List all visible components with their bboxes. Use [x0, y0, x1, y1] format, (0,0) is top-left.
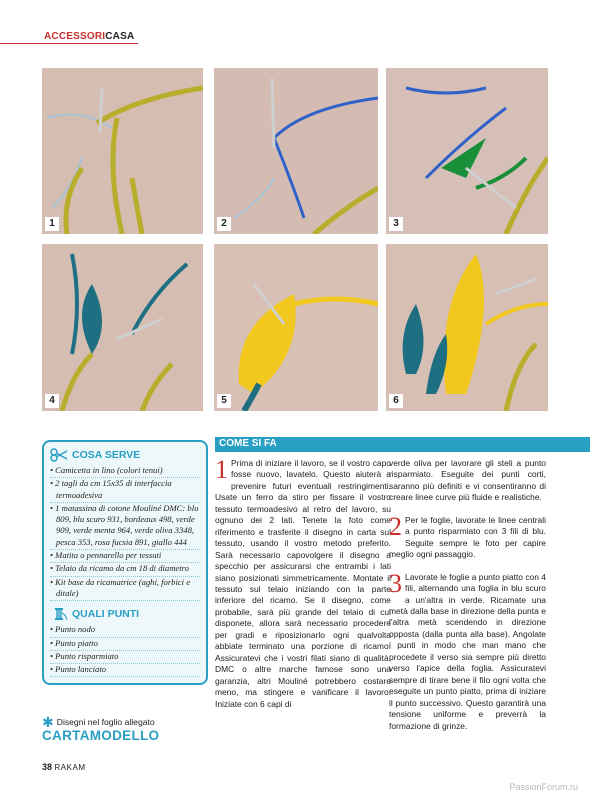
- photo-2-illustration: [214, 68, 378, 234]
- step-1-continued: verde oliva per lavorare gli steli a punto risparmiato. Eseguite dei punti corti, saranno più definiti e vi consentiranno di creare linee curve più fluide e realistiche.: [389, 458, 546, 503]
- photo-number: 6: [389, 394, 403, 408]
- materials-title: [50, 448, 200, 462]
- step-photo-2: [214, 68, 378, 234]
- section-name-b: CASA: [105, 31, 135, 42]
- stitches-list: [50, 624, 200, 677]
- list-item: • Telaio da ricamo da cm 18 di diametro: [50, 563, 200, 576]
- photo-number: 2: [217, 217, 231, 231]
- pattern-note: [42, 714, 212, 743]
- asterisk-icon: ✱: [42, 714, 54, 730]
- step-number: 2: [389, 511, 402, 541]
- thread-spool-icon: [50, 607, 68, 621]
- step-2: [389, 511, 546, 561]
- step-photo-1: [42, 68, 203, 234]
- how-to-title: COME SI FA: [219, 438, 277, 449]
- step-number: 1: [215, 455, 228, 484]
- pattern-title: CARTAMODELLO: [42, 728, 160, 743]
- list-item: • Matita o pennarello per tessuti: [50, 550, 200, 563]
- photo-number: 4: [45, 394, 59, 408]
- list-item: • Camicetta in lino (colori tenui): [50, 465, 200, 478]
- stitches-title: [50, 607, 200, 621]
- materials-sidebar: [42, 440, 208, 685]
- photo-number: 5: [217, 394, 231, 408]
- list-item: • Punto lanciato: [50, 664, 200, 677]
- step-1: [215, 455, 391, 710]
- photo-number: 1: [45, 217, 59, 231]
- photo-number: 3: [389, 217, 403, 231]
- photo-5-illustration: [214, 244, 378, 411]
- header-rule: [0, 43, 138, 44]
- step-photo-6: [386, 244, 548, 411]
- pattern-line: [42, 714, 212, 730]
- step-photo-4: [42, 244, 203, 411]
- list-item: • Punto piatto: [50, 638, 200, 651]
- section-name-a: ACCESSORI: [44, 31, 106, 42]
- page-header: [0, 28, 590, 48]
- page-number: 38: [42, 762, 53, 772]
- step-3-text: Lavorate le foglie a punto piatto con 4 fili, alternando una foglia in blu scuro a un'altra in verde. Ricamate una metà dalla base in direzione della punta e l'altra metà scendendo in direzione opposta (dalla punta alla base). Angolate i punti in modo che man mano che procedete il verso sia sempre più diretto verso l'apice della foglia. Assicuratevi sempre di tirare bene il filo ogni volta che eseguite un punto piatto, prima di iniziare il punto successivo. Questo garantirà una tensione uniforme e preverrà la formazione di grinze.: [389, 571, 546, 731]
- step-3: [389, 568, 546, 732]
- materials-box: [42, 440, 208, 685]
- watermark: PassionForum.ru: [509, 782, 578, 792]
- list-item: • 1 matassina di cotone Mouliné DMC: blu 809, blu scuro 931, bordeaux 498, verde 909, verde menta 964, verde oliva 3348, pesca 353, rosa fucsia 891, giallo 444: [50, 503, 200, 550]
- list-item: • 2 tagli da cm 15x35 di interfaccia termoadesiva: [50, 478, 200, 503]
- instructions-column-2: [389, 458, 546, 732]
- step-photo-3: [386, 68, 548, 234]
- step-number: 3: [389, 568, 402, 598]
- photo-6-illustration: [386, 244, 548, 411]
- instructions-column-1: [215, 455, 391, 710]
- step-photo-5: [214, 244, 378, 411]
- photo-4-illustration: [42, 244, 203, 411]
- section-title: [44, 31, 134, 42]
- materials-list: [50, 465, 200, 601]
- scissors-icon: [50, 448, 68, 462]
- magazine-brand: RAKAM: [54, 763, 86, 772]
- step-1-text: Prima di iniziare il lavoro, se il vostro capo fosse nuovo, lavatelo. Questo aiuterà a prevenire futuri eventuali restringimenti. Usate un ferro da stiro per fissare il vostro tessuto termoadesivo al retro del lavoro, su ognuno dei 2 lati. Tenete la foto come riferimento e trasferite il disegno in carta sul tessuto, usando il vostro metodo preferito. Sarà necessario capovolgere il disegno a specchio per assicurarsi che entrambi i lati siano posizionati simmetricamente. Montate il tessuto sul telaio iniziando con la parte inferiore del ricamo. Se il disegno, come probabile, sarà più grande del telaio di cui disponete, allora sarà necessario procedere per gradi e riposizionarlo ogni qualvolta abbiate terminato una porzione di ricamo. Assicuratevi che i vostri filati siano di qualità. DMC o altre marche famose sono una garanzia, altri Mouliné potrebbero costare meno, ma stingere e vanificare il lavoro. Iniziate con 6 capi di: [215, 458, 391, 709]
- step-2-text: Per le foglie, lavorate le linee centrali a punto risparmiato con 3 fili di blu. Seguite sempre le foto per capire meglio ogni passaggio.: [389, 514, 546, 560]
- list-item: • Kit base da ricamatrice (aghi, forbici e ditale): [50, 577, 200, 602]
- list-item: • Punto risparmiato: [50, 651, 200, 664]
- photo-3-illustration: [386, 68, 548, 234]
- page-footer: [42, 762, 85, 772]
- pattern-caption: Disegni nel foglio allegato: [56, 717, 155, 727]
- stitches-heading: QUALI PUNTI: [72, 608, 140, 621]
- list-item: • Punto nodo: [50, 624, 200, 637]
- photo-1-illustration: [42, 68, 203, 234]
- materials-heading: COSA SERVE: [72, 449, 141, 461]
- how-to-header: [215, 437, 590, 452]
